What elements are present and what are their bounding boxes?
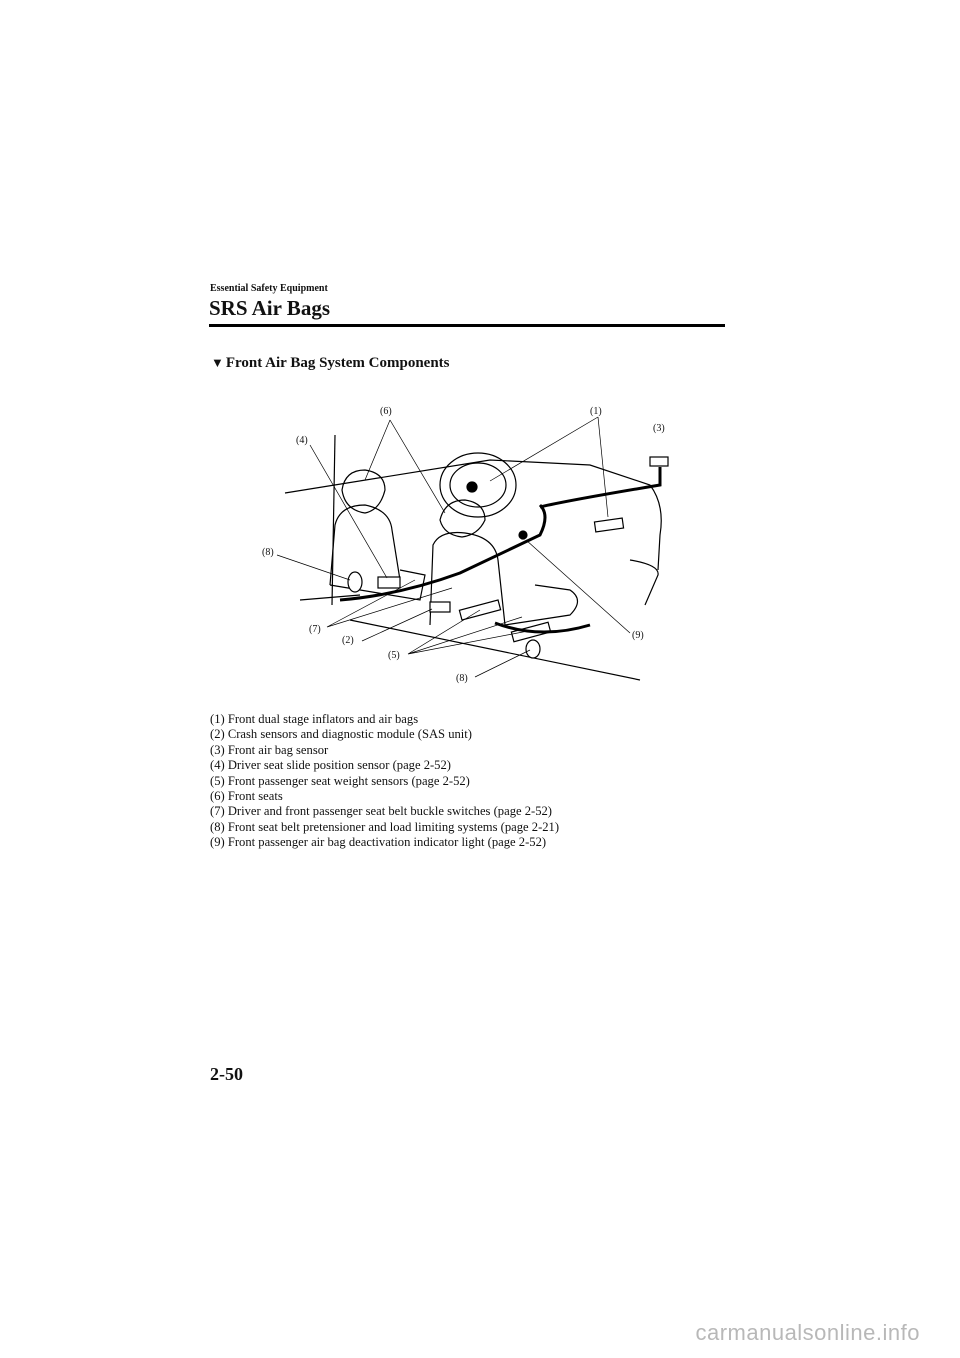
legend-item: (5) Front passenger seat weight sensors (page 2-52) bbox=[210, 773, 470, 788]
passenger-headrest bbox=[440, 500, 485, 537]
legend-item: (6) Front seats bbox=[210, 789, 283, 804]
callout-1: (1) bbox=[590, 406, 602, 417]
sub-heading bbox=[211, 355, 450, 372]
leader-8a bbox=[277, 555, 350, 580]
callout-7: (7) bbox=[309, 624, 321, 635]
seat-slide-sensor bbox=[378, 577, 400, 588]
legend-item: (3) Front air bag sensor bbox=[210, 742, 329, 757]
deactivation-indicator bbox=[519, 531, 527, 539]
dashboard-outline bbox=[285, 460, 661, 570]
sas-unit bbox=[430, 602, 450, 612]
wiring-harness bbox=[340, 505, 545, 600]
callout-3: (3) bbox=[653, 423, 665, 434]
front-airbag-sensor bbox=[650, 457, 668, 466]
component-legend bbox=[210, 712, 559, 851]
driver-pretensioner bbox=[348, 572, 362, 592]
callout-2: (2) bbox=[342, 635, 354, 646]
leader-1 bbox=[490, 417, 608, 517]
door-pillar-line bbox=[332, 435, 335, 605]
callout-8a: (8) bbox=[262, 547, 274, 558]
sub-heading-text: Front Air Bag System Components bbox=[225, 355, 450, 371]
triangle-marker-icon: ▼ bbox=[211, 355, 224, 370]
legend-item: (1) Front dual stage inflators and air bags bbox=[210, 712, 419, 726]
leader-8b bbox=[475, 650, 530, 677]
console-right bbox=[630, 560, 658, 605]
callout-6: (6) bbox=[380, 406, 392, 417]
legend-item: (8) Front seat belt pretensioner and load limiting systems (page 2-21) bbox=[210, 819, 560, 834]
callout-9: (9) bbox=[632, 630, 644, 641]
air-bag-components-diagram bbox=[240, 395, 680, 695]
callout-5: (5) bbox=[388, 650, 400, 661]
passenger-pretensioner bbox=[526, 640, 540, 658]
passenger-airbag-module bbox=[594, 518, 623, 532]
leader-4 bbox=[310, 445, 387, 578]
header-rule bbox=[209, 324, 725, 327]
legend-item: (7) Driver and front passenger seat belt buckle switches (page 2-52) bbox=[210, 804, 553, 819]
leader-6 bbox=[365, 420, 445, 513]
section-label: Essential Safety Equipment bbox=[210, 283, 328, 294]
legend-item: (4) Driver seat slide position sensor (page 2-52) bbox=[210, 758, 451, 773]
callout-4: (4) bbox=[296, 435, 308, 446]
page-number: 2-50 bbox=[210, 1064, 243, 1084]
watermark: carmanualsonline.info bbox=[695, 1320, 920, 1345]
driver-seat-back bbox=[330, 505, 400, 585]
legend-item: (9) Front passenger air bag deactivation indicator light (page 2-52) bbox=[210, 835, 547, 850]
section-title: SRS Air Bags bbox=[209, 296, 330, 320]
driver-headrest bbox=[342, 470, 385, 513]
callout-8b: (8) bbox=[456, 673, 468, 684]
legend-item: (2) Crash sensors and diagnostic module (SAS unit) bbox=[210, 727, 472, 742]
